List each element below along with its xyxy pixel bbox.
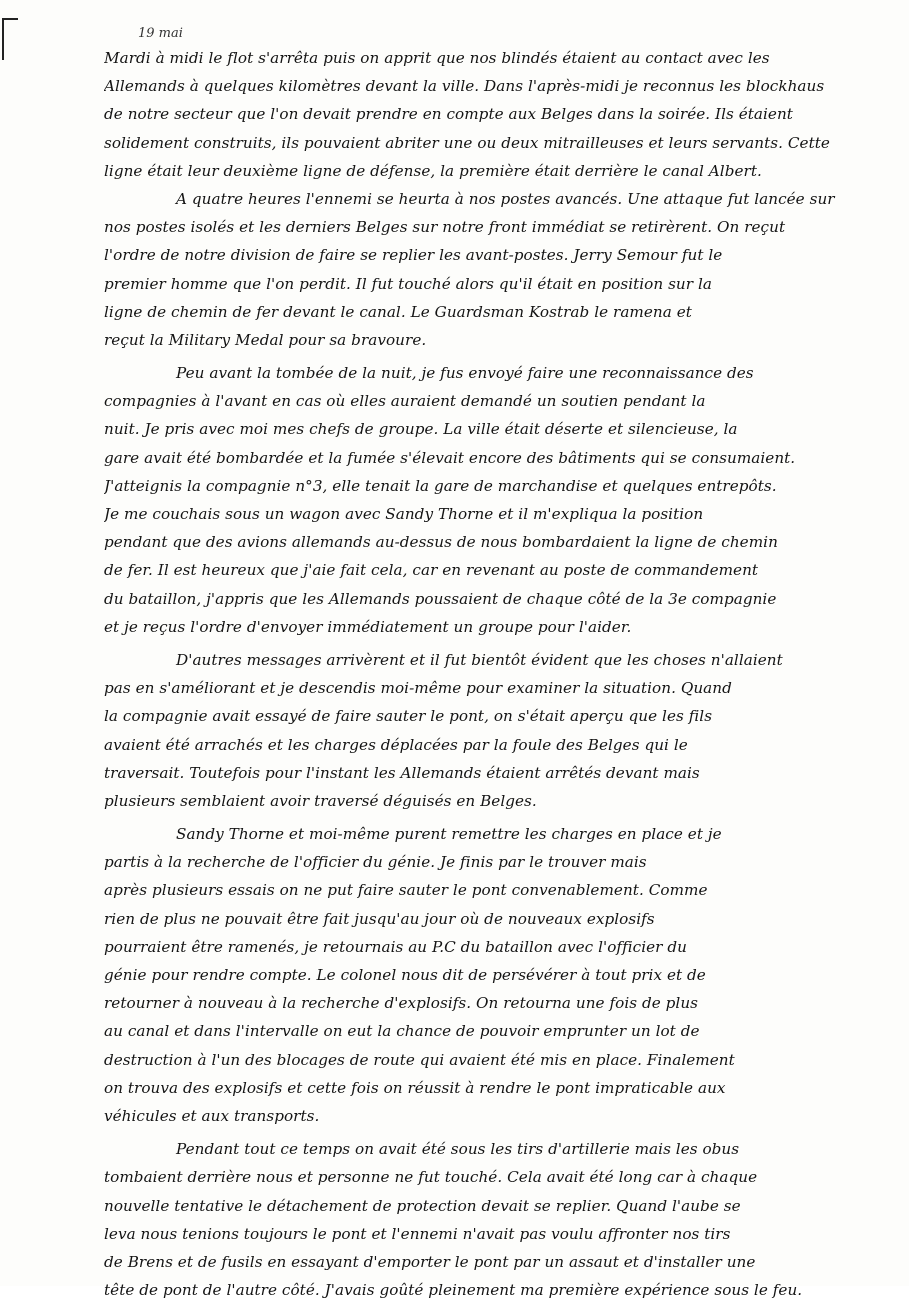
text-line: reçut la Military Medal pour sa bravoure. xyxy=(104,330,427,349)
text-line: gare avait été bombardée et la fumée s'élevait encore des bâtiments qui se consumaient. xyxy=(104,448,796,467)
text-line: retourner à nouveau à la recherche d'explosifs. On retourna une fois de plus xyxy=(104,994,698,1013)
text-line: Sandy Thorne et moi-même purent remettre les charges en place et je xyxy=(176,825,722,844)
text-line: et je reçus l'ordre d'envoyer immédiatement un groupe pour l'aider. xyxy=(104,617,632,636)
text-line: pendant que des avions allemands au-dessus de nous bombardaient la ligne de chemin xyxy=(104,533,778,552)
text-line: l'ordre de notre division de faire se replier les avant-postes. Jerry Semour fut le xyxy=(104,246,723,265)
paragraph xyxy=(104,44,880,185)
text-line: Je me couchais sous un wagon avec Sandy Thorne et il m'expliqua la position xyxy=(104,505,704,523)
text-line: rien de plus ne pouvait être fait jusqu'au jour où de nouveaux explosifs xyxy=(104,909,655,928)
text-line: de Brens et de fusils en essayant d'emporter le pont par un assaut et d'installer une xyxy=(104,1252,756,1271)
text-line: la compagnie avait essayé de faire sauter le pont, on s'était aperçu que les fils xyxy=(104,707,713,726)
text-line: J'atteignis la compagnie n°3, elle tenait la gare de marchandise et quelques entrepôts. xyxy=(104,476,777,495)
text-line: solidement construits, ils pouvaient abriter une ou deux mitrailleuses et leurs servants. Cette xyxy=(104,133,830,152)
text-line: Allemands à quelques kilomètres devant la ville. Dans l'après-midi je reconnus les blockhaus xyxy=(104,77,825,96)
text-line: au canal et dans l'intervalle on eut la chance de pouvoir emprunter un lot de xyxy=(104,1022,700,1041)
text-line: tête de pont de l'autre côté. J'avais goûté pleinement ma première expérience sous le feu. xyxy=(104,1281,803,1300)
text-line: de notre secteur que l'on devait prendre en compte aux Belges dans la soirée. Ils étaient xyxy=(104,105,793,124)
text-line: de fer. Il est heureux que j'aie fait cela, car en revenant au poste de commandement xyxy=(104,561,759,580)
text-line: Pendant tout ce temps on avait été sous les tirs d'artillerie mais les obus xyxy=(176,1140,740,1159)
text-line: nos postes isolés et les derniers Belges sur notre front immédiat se retirèrent. On reçut xyxy=(104,218,786,237)
paragraph xyxy=(104,359,880,641)
text-line: leva nous tenions toujours le pont et l'ennemi n'avait pas voulu affronter nos tirs xyxy=(104,1224,731,1243)
manuscript-text xyxy=(104,44,880,1304)
text-line: premier homme que l'on perdit. Il fut touché alors qu'il était en position sur la xyxy=(104,274,712,293)
text-line: traversait. Toutefois pour l'instant les Allemands étaient arrêtés devant mais xyxy=(104,763,700,782)
text-line: Peu avant la tombée de la nuit, je fus envoyé faire une reconnaissance des xyxy=(176,364,754,383)
text-line: on trouva des explosifs et cette fois on réussit à rendre le pont impraticable aux xyxy=(104,1078,726,1097)
paragraph xyxy=(104,820,880,1130)
text-line: D'autres messages arrivèrent et il fut bientôt évident que les choses n'allaient xyxy=(176,650,783,669)
text-line: compagnies à l'avant en cas où elles auraient demandé un soutien pendant la xyxy=(104,392,706,411)
text-line: génie pour rendre compte. Le colonel nous dit de persévérer à tout prix et de xyxy=(104,966,706,984)
text-line: tombaient derrière nous et personne ne fut touché. Cela avait été long car à chaque xyxy=(104,1168,758,1187)
paragraph xyxy=(104,646,880,815)
text-line: du bataillon, j'appris que les Allemands poussaient de chaque côté de la 3e compagnie xyxy=(104,589,777,608)
text-line: nuit. Je pris avec moi mes chefs de groupe. La ville était déserte et silencieuse, la xyxy=(104,420,738,439)
text-line: plusieurs semblaient avoir traversé déguisés en Belges. xyxy=(104,791,537,810)
text-line: destruction à l'un des blocages de route qui avaient été mis en place. Finalement xyxy=(104,1050,735,1069)
text-line: partis à la recherche de l'officier du génie. Je finis par le trouver mais xyxy=(104,853,647,872)
text-line: véhicules et aux transports. xyxy=(104,1106,320,1125)
corner-mark xyxy=(2,18,18,60)
text-line: après plusieurs essais on ne put faire sauter le pont convenablement. Comme xyxy=(104,881,708,900)
text-line: nouvelle tentative le détachement de protection devait se replier. Quand l'aube se xyxy=(104,1196,741,1215)
text-line: pourraient être ramenés, je retournais au P.C du bataillon avec l'officier du xyxy=(104,937,687,956)
text-line: Mardi à midi le flot s'arrêta puis on apprit que nos blindés étaient au contact avec les xyxy=(104,49,770,67)
text-line: avaient été arrachés et les charges déplacées par la foule des Belges qui le xyxy=(104,735,688,754)
text-line: pas en s'améliorant et je descendis moi-même pour examiner la situation. Quand xyxy=(104,679,732,698)
text-line: ligne était leur deuxième ligne de défense, la première était derrière le canal Albert. xyxy=(104,161,762,180)
paragraph xyxy=(104,185,880,354)
text-line: A quatre heures l'ennemi se heurta à nos postes avancés. Une attaque fut lancée sur xyxy=(176,189,835,208)
date-note: 19 mai xyxy=(138,26,183,41)
text-line: ligne de chemin de fer devant le canal. Le Guardsman Kostrab le ramena et xyxy=(104,302,692,321)
paragraph xyxy=(104,1135,880,1304)
